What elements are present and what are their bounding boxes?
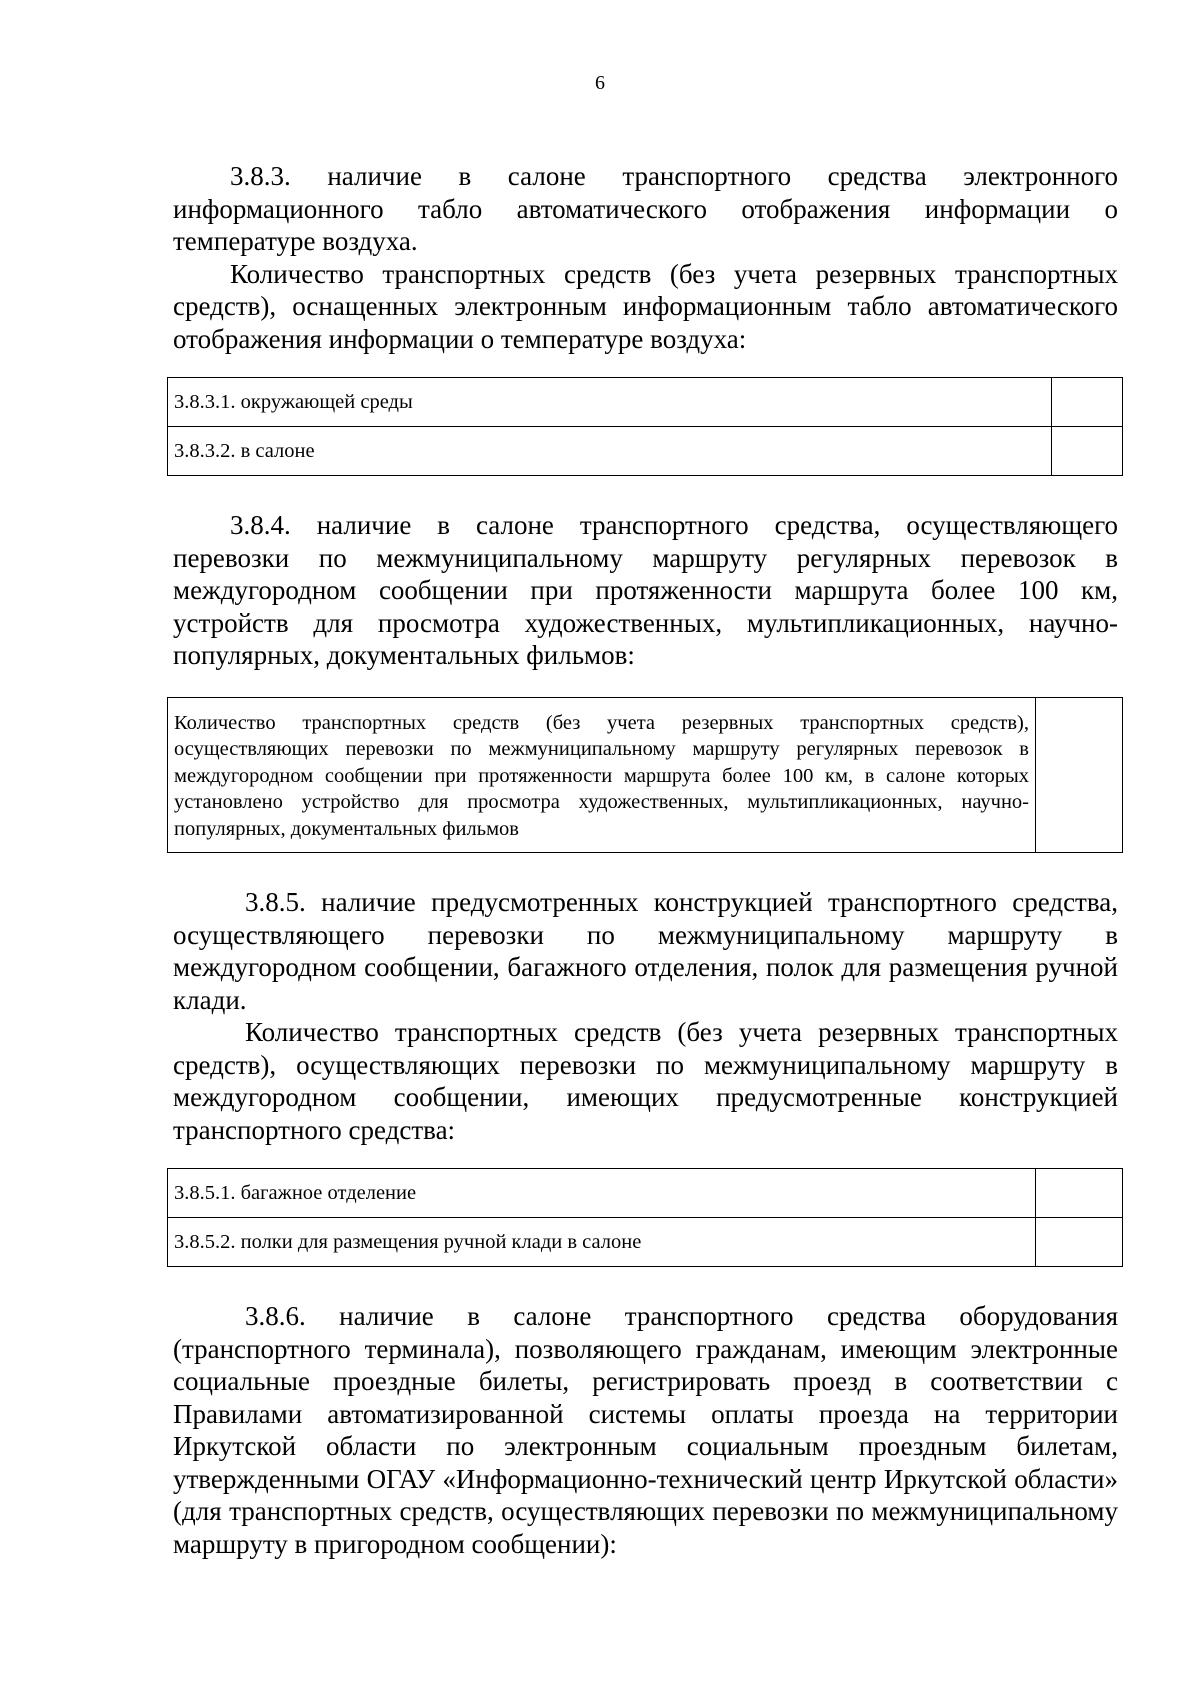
value-input-cell[interactable]: [1052, 378, 1123, 427]
section-3-8-5-count-text: Количество транспортных средств (без учета резервных транспортных средств), осуществляющих перевозки по межмуниципальному маршруту в междугородном сообщении, имеющих предусмотренные конструкцией транспортного средства:: [173, 1017, 1118, 1145]
value-input-cell[interactable]: [1036, 697, 1123, 853]
page-number: 6: [595, 72, 605, 94]
value-input-cell[interactable]: [1036, 1169, 1123, 1218]
section-3-8-4-heading: 3.8.4. наличие в салоне транспортного средства, осуществляющего перевозки по межмуниципальному маршруту регулярных перевозок в междугородном сообщении при протяженности маршрута более 100 км, устройств для просмотра художественных, мультипликационных, научно-популярных, документальных фильмов:: [173, 510, 1118, 670]
table-row: [168, 1169, 1123, 1218]
section-3-8-5-heading: 3.8.5. наличие предусмотренных конструкцией транспортного средства, осуществляющего перевозки по межмуниципальному маршруту в междугородном сообщении, багажного отделения, полок для размещения ручной клади.: [173, 887, 1118, 1015]
section-3-8-3-heading: 3.8.3. наличие в салоне транспортного средства электронного информационного табло автоматического отображения информации о температуре воздуха.: [173, 161, 1118, 256]
value-input-cell[interactable]: [1036, 1218, 1123, 1267]
value-input-cell[interactable]: [1052, 427, 1123, 476]
document-body: [173, 160, 1118, 1560]
row-label: 3.8.5.1. багажное отделение: [168, 1169, 1036, 1218]
section-3-8-3-count-text: Количество транспортных средств (без учета резервных транспортных средств), оснащенных электронным информационным табло автоматического отображения информации о температуре воздуха:: [173, 258, 1118, 354]
table-row: [168, 378, 1123, 427]
row-label: 3.8.3.2. в салоне: [168, 427, 1052, 476]
table-row: [168, 427, 1123, 476]
table-3-8-4: [167, 697, 1123, 854]
row-label: 3.8.5.2. полки для размещения ручной клади в салоне: [168, 1218, 1036, 1267]
section-3-8-6-heading: 3.8.6. наличие в салоне транспортного средства оборудования (транспортного терминала), позволяющего гражданам, имеющим электронные социальные проездные билеты, регистрировать проезд в соответствии с Правилами автоматизированной системы оплаты проезда на территории Иркутской области по электронным социальным проездным билетам, утвержденными ОГАУ «Информационно-технический центр Иркутской области» (для транспортных средств, осуществляющих перевозки по межмуниципальному маршруту в пригородном сообщении):: [173, 1301, 1118, 1559]
table-3-8-5: [167, 1168, 1123, 1267]
table-3-8-3: [167, 377, 1123, 476]
table-row: [168, 697, 1123, 853]
table-row: [168, 1218, 1123, 1267]
row-label: 3.8.3.1. окружающей среды: [168, 378, 1052, 427]
row-label: Количество транспортных средств (без учета резервных транспортных средств), осуществляющих перевозки по межмуниципальному маршруту регулярных перевозок в междугородном сообщении при протяженности маршрута более 100 км, в салоне которых установлено устройство для просмотра художественных, мультипликационных, научно-популярных, документальных фильмов: [168, 697, 1036, 853]
